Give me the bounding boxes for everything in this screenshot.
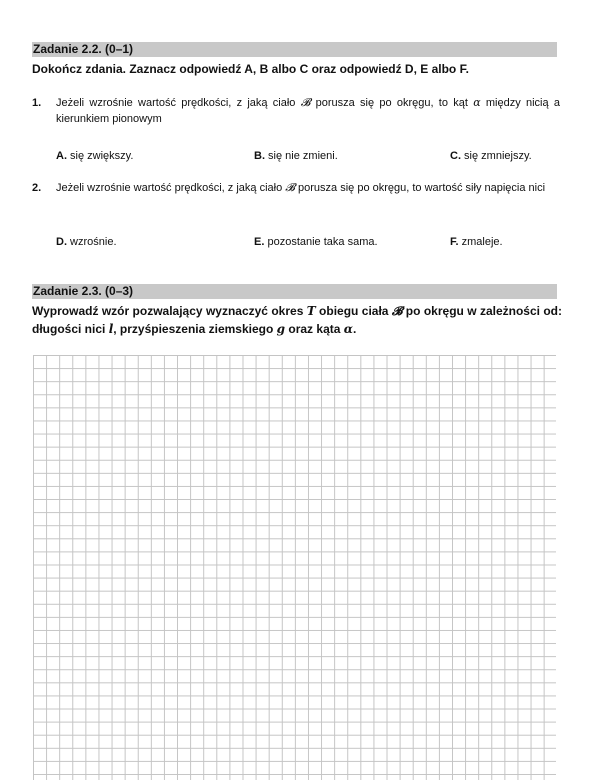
question-1-number: 1. (32, 97, 42, 109)
body-b-symbol: 𝓑 (285, 181, 295, 194)
question-2 (32, 180, 560, 196)
task-2-3-instruction: Wyprowadź wzór pozwalający wyznaczyć okres T obiegu ciała 𝓑 po okręgu w zależności od: długości nici l, przyśpieszenia ziemskiego g oraz kąta α. (32, 304, 562, 336)
option-c[interactable]: C. się zmniejszy. (450, 150, 532, 162)
alpha-symbol: α (343, 322, 353, 336)
alpha-symbol: α (473, 96, 481, 109)
answer-grid[interactable] (33, 355, 556, 780)
option-e[interactable]: E. pozostanie taka sama. (254, 236, 378, 248)
gravity-g-symbol: g (276, 322, 286, 336)
task-2-3-header: Zadanie 2.3. (0–3) (32, 284, 557, 299)
body-b-symbol: 𝓑 (300, 96, 311, 109)
question-1 (32, 95, 560, 127)
task-2-2-instruction: Dokończ zdania. Zaznacz odpowiedź A, B albo C oraz odpowiedź D, E albo F. (32, 62, 469, 76)
period-t-symbol: T (306, 304, 316, 318)
length-l-symbol: l (108, 322, 114, 336)
option-a[interactable]: A. się zwiększy. (56, 150, 134, 162)
option-d[interactable]: D. wzrośnie. (56, 236, 117, 248)
option-f[interactable]: F. zmaleje. (450, 236, 503, 248)
question-2-number: 2. (32, 182, 42, 194)
question-1-text: Jeżeli wzrośnie wartość prędkości, z jaką ciało 𝓑 porusza się po okręgu, to kąt α między nicią a kierunkiem pionowym (56, 96, 560, 125)
question-2-text: Jeżeli wzrośnie wartość prędkości, z jaką ciało 𝓑 porusza się po okręgu, to wartość siły napięcia nici (56, 181, 546, 194)
body-b-symbol: 𝓑 (391, 304, 403, 318)
task-2-2-header: Zadanie 2.2. (0–1) (32, 42, 557, 57)
option-b[interactable]: B. się nie zmieni. (254, 150, 338, 162)
